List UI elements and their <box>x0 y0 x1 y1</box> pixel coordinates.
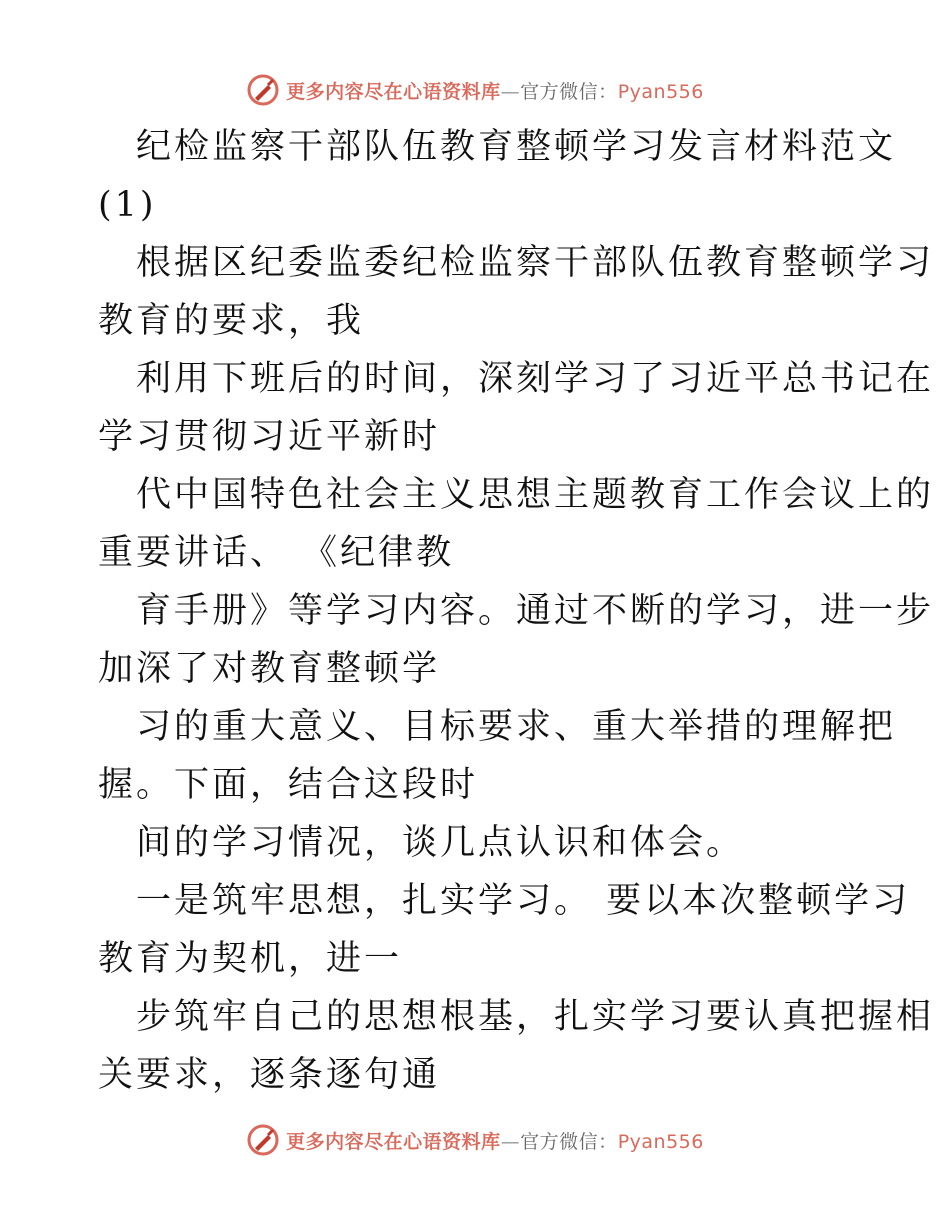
text-line: 代中国特色社会主义思想主题教育工作会议上的 <box>136 475 935 515</box>
banner-brand: 更多内容尽在心语资料库 <box>286 80 501 103</box>
banner-wechat-id: Pyan556 <box>617 1130 704 1153</box>
text-line: 根据区纪委监委纪检监察干部队伍教育整顿学习 <box>136 243 935 283</box>
text-line: 习的重大意义、目标要求、重大举措的理解把 <box>136 707 897 747</box>
text-line: 教育为契机，进一 <box>98 939 403 979</box>
banner-official-label: 官方微信： <box>520 1130 618 1153</box>
text-line: 步筑牢自己的思想根基，扎实学习要认真把握相 <box>136 997 935 1037</box>
banner-official-label: 官方微信： <box>520 80 618 103</box>
banner-brand: 更多内容尽在心语资料库 <box>286 1130 501 1153</box>
text-line: 育手册》等学习内容。通过不断的学习，进一步 <box>136 591 935 631</box>
text-line: 学习贯彻习近平新时 <box>98 417 441 457</box>
banner-separator: — <box>500 80 521 103</box>
document-body <box>98 118 935 1104</box>
footer-banner <box>0 1120 950 1160</box>
text-line: 一是筑牢思想，扎实学习。 要以本次整顿学习 <box>136 881 911 921</box>
text-line: 握。下面，结合这段时 <box>98 765 479 805</box>
banner-text <box>286 1127 704 1154</box>
header-banner <box>0 70 950 110</box>
pen-logo-icon <box>246 73 280 107</box>
text-line: 利用下班后的时间，深刻学习了习近平总书记在 <box>136 359 935 399</box>
text-line: 关要求，逐条逐句通 <box>98 1055 441 1095</box>
text-line: 重要讲话、 《纪律教 <box>98 533 455 573</box>
pen-logo-icon <box>246 1123 280 1157</box>
banner-text <box>286 77 704 104</box>
text-line: (1) <box>98 185 157 225</box>
text-line: 加深了对教育整顿学 <box>98 649 441 689</box>
text-line: 教育的要求，我 <box>98 301 365 341</box>
text-line: 纪检监察干部队伍教育整顿学习发言材料范文 <box>136 127 897 167</box>
banner-wechat-id: Pyan556 <box>617 80 704 103</box>
banner-separator: — <box>500 1130 521 1153</box>
text-line: 间的学习情况，谈几点认识和体会。 <box>136 823 745 863</box>
